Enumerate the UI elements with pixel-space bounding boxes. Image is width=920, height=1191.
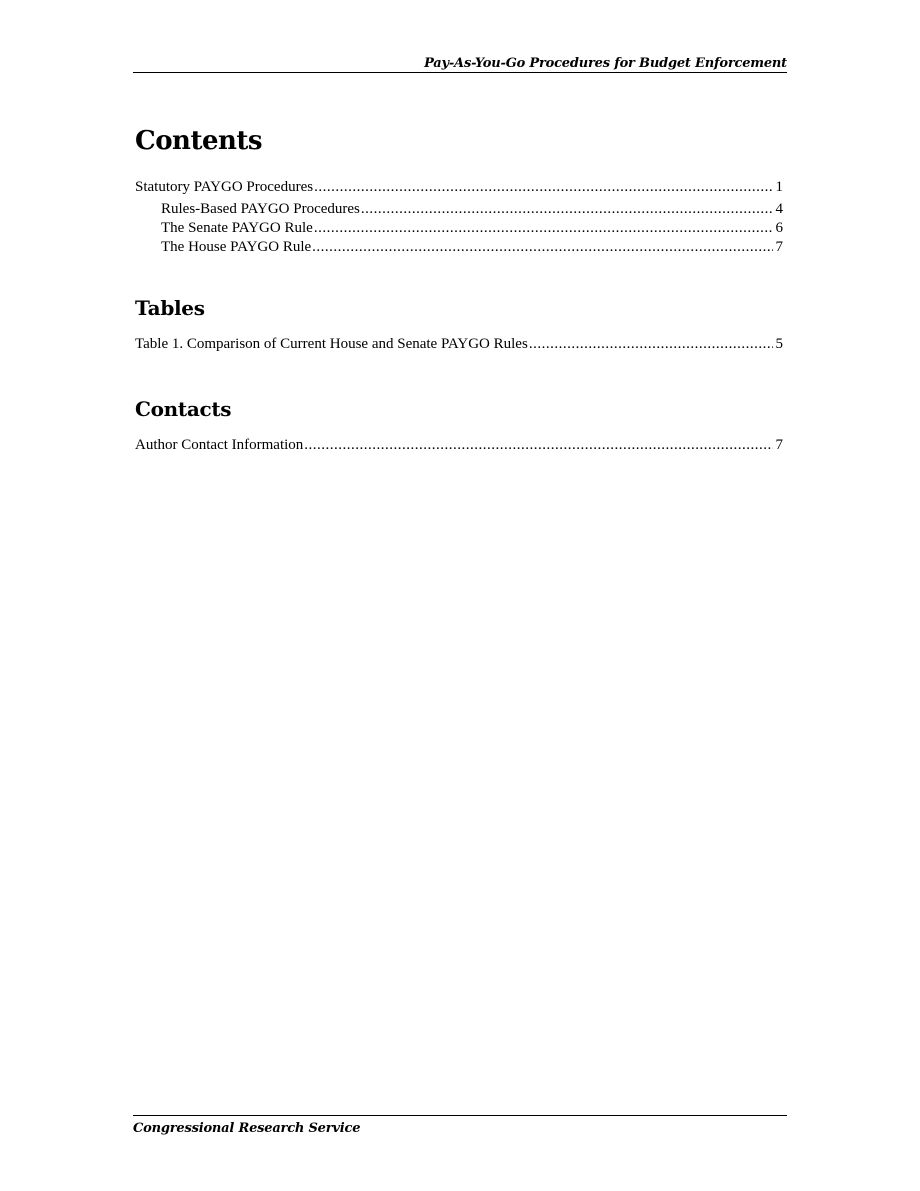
toc-entry-label: The Senate PAYGO Rule	[161, 220, 313, 236]
toc-page-number: 6	[775, 220, 783, 236]
contacts-heading: Contacts	[135, 397, 232, 421]
dot-leader	[361, 200, 773, 218]
toc-page-number: 4	[775, 201, 783, 217]
running-header: Pay-As-You-Go Procedures for Budget Enforcement	[133, 55, 787, 73]
contents-heading: Contents	[135, 126, 263, 156]
toc-page-number: 7	[775, 239, 783, 255]
toc-entry-label: Table 1. Comparison of Current House and Senate PAYGO Rules	[135, 336, 528, 352]
running-footer: Congressional Research Service	[133, 1115, 787, 1137]
toc-page-number: 1	[775, 179, 783, 195]
dot-leader	[529, 335, 773, 353]
dot-leader	[314, 219, 773, 237]
toc-entry-house-paygo-rule[interactable]	[161, 236, 783, 256]
dot-leader	[304, 436, 772, 454]
toc-entry-label: Statutory PAYGO Procedures	[135, 179, 314, 195]
toc-entry-label: Rules-Based PAYGO Procedures	[161, 201, 360, 217]
toc-entry-senate-paygo-rule[interactable]	[161, 217, 783, 237]
toc-entry-rules-based-paygo[interactable]	[161, 198, 783, 218]
toc-entry-table-1[interactable]	[135, 333, 783, 353]
tables-heading: Tables	[135, 296, 205, 320]
toc-entry-label: The House PAYGO Rule	[161, 239, 312, 255]
toc-page-number: 5	[775, 336, 783, 352]
toc-entry-label: Author Contact Information	[135, 437, 304, 453]
toc-entry-statutory-paygo[interactable]	[135, 176, 783, 196]
toc-page-number: 7	[775, 437, 783, 453]
dot-leader	[314, 178, 772, 196]
toc-entry-author-contact[interactable]	[135, 434, 783, 454]
dot-leader	[312, 238, 772, 256]
